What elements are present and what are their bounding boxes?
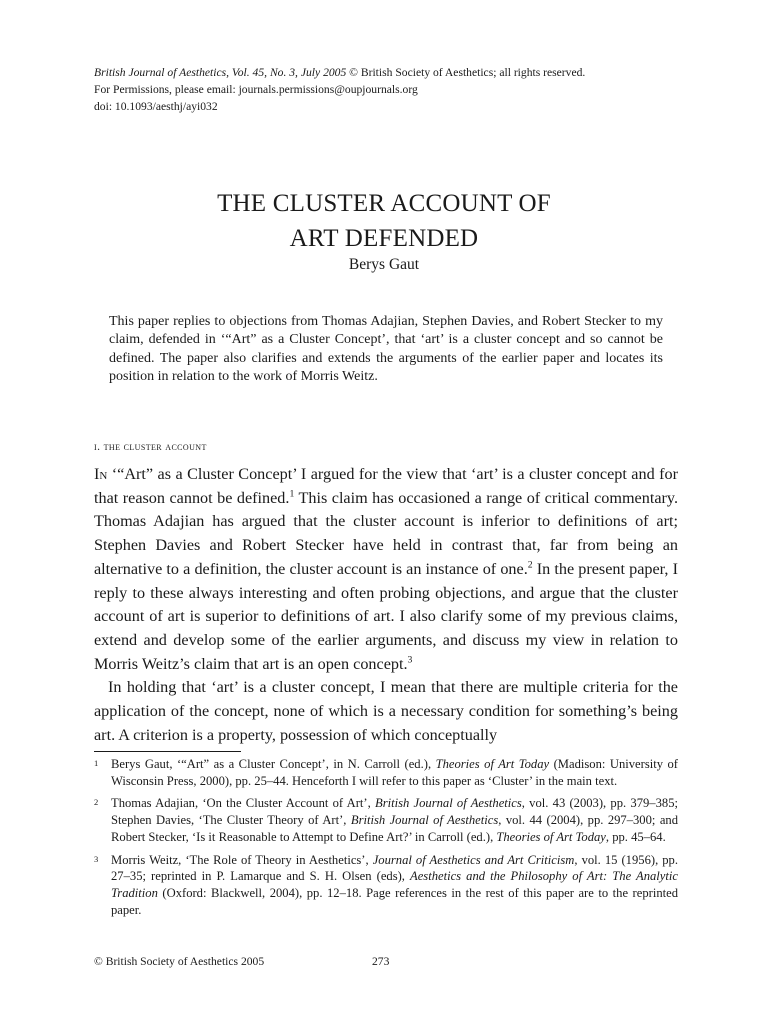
footnote-ref-3[interactable]: 3	[407, 654, 413, 666]
journal-citation: British Journal of Aesthetics, Vol. 45, No. 3, July 2005 © British Society of Aesthetics; all rights reserved.	[94, 66, 586, 79]
title-line-2: ART DEFENDED	[289, 225, 479, 252]
footnote-divider	[94, 751, 241, 752]
page-number: 273	[372, 955, 390, 968]
section-heading: i. the cluster account	[94, 441, 207, 453]
title-line-1: THE CLUSTER ACCOUNT OF	[217, 190, 551, 217]
footer-copyright: © British Society of Aesthetics 2005	[94, 955, 265, 968]
footnotes	[94, 756, 678, 924]
paragraph-1: In ‘“Art” as a Cluster Concept’ I argued for the view that ‘art’ is a cluster concept and for that reason cannot be defined.$^1$ This claim has occasioned a range of critical commentary. Thomas Adajian has argued that the cluster account is inferior to definitions of art; Stephen Davies and Robert Stecker have held in contrast that, far from being an alternative to a definition, the cluster account is an instance of one.$^2$ In the present paper, I reply to these always interesting and often probing objections, and argue that the cluster account of art is superior to definitions of art. I also clarify some of my previous claims, extend and develop some of the earlier arguments, and discuss my view in relation to Morris Weitz’s claim that art is an open concept.$^3$	[94, 465, 678, 673]
footnote-2: 2 Thomas Adajian, ‘On the Cluster Account of Art’, British Journal of Aesthetics, vol. 43 (2003), pp. 379–385; Stephen Davies, ‘The Cluster Theory of Art’, British Journal of Aesthetics, vol. 44 (2004), pp. 297–300; and Robert Stecker, ‘Is it Reasonable to Attempt to Define Art?’ in Carroll (ed.), Theories of Art Today, pp. 45–64.	[94, 796, 678, 844]
abstract: This paper replies to objections from Thomas Adajian, Stephen Davies, and Robert Stecker to my claim, defended in ‘“Art” as a Cluster Concept’, that ‘art’ is a cluster concept and so cannot be defined. The paper also clarifies and extends the arguments of the earlier paper and locates its position in relation to the work of Morris Weitz.	[109, 314, 663, 385]
footnote-number: 1	[94, 758, 99, 768]
footnote-ref-1[interactable]: 1	[289, 488, 295, 500]
footnote-1: 1 Berys Gaut, ‘“Art” as a Cluster Concept’, in N. Carroll (ed.), Theories of Art Today (Madison: University of Wisconsin Press, 2000), pp. 25–44. Henceforth I will refer to this paper as ‘Cluster’ in the main text.	[94, 757, 678, 788]
journal-header	[94, 64, 694, 115]
permissions-line: For Permissions, please email: journals.permissions@oupjournals.org	[94, 83, 418, 96]
body-text	[94, 463, 678, 747]
author-name: Berys Gaut	[348, 256, 420, 273]
footnote-number: 3	[94, 853, 99, 864]
footnote-ref-2[interactable]: 2	[527, 559, 533, 571]
footnote-number: 2	[94, 797, 99, 808]
footnote-3: 3 Morris Weitz, ‘The Role of Theory in Aesthetics’, Journal of Aesthetics and Art Criticism, vol. 15 (1956), pp. 27–35; reprinted in P. Lamarque and S. H. Olsen (eds), Aesthetics and the Philosophy of Art: The Analytic Tradition (Oxford: Blackwell, 2004), pp. 12–18. Page references in the rest of this paper are to the reprinted paper.	[94, 852, 678, 917]
doi-line: doi: 10.1093/aesthj/ayi032	[94, 100, 218, 113]
paragraph-2: In holding that ‘art’ is a cluster concept, I mean that there are multiple criteria for the application of the concept, none of which is a necessary condition for something’s being art. A criterion is a property, possession of which conceptually	[94, 678, 678, 744]
article-title	[0, 186, 768, 256]
